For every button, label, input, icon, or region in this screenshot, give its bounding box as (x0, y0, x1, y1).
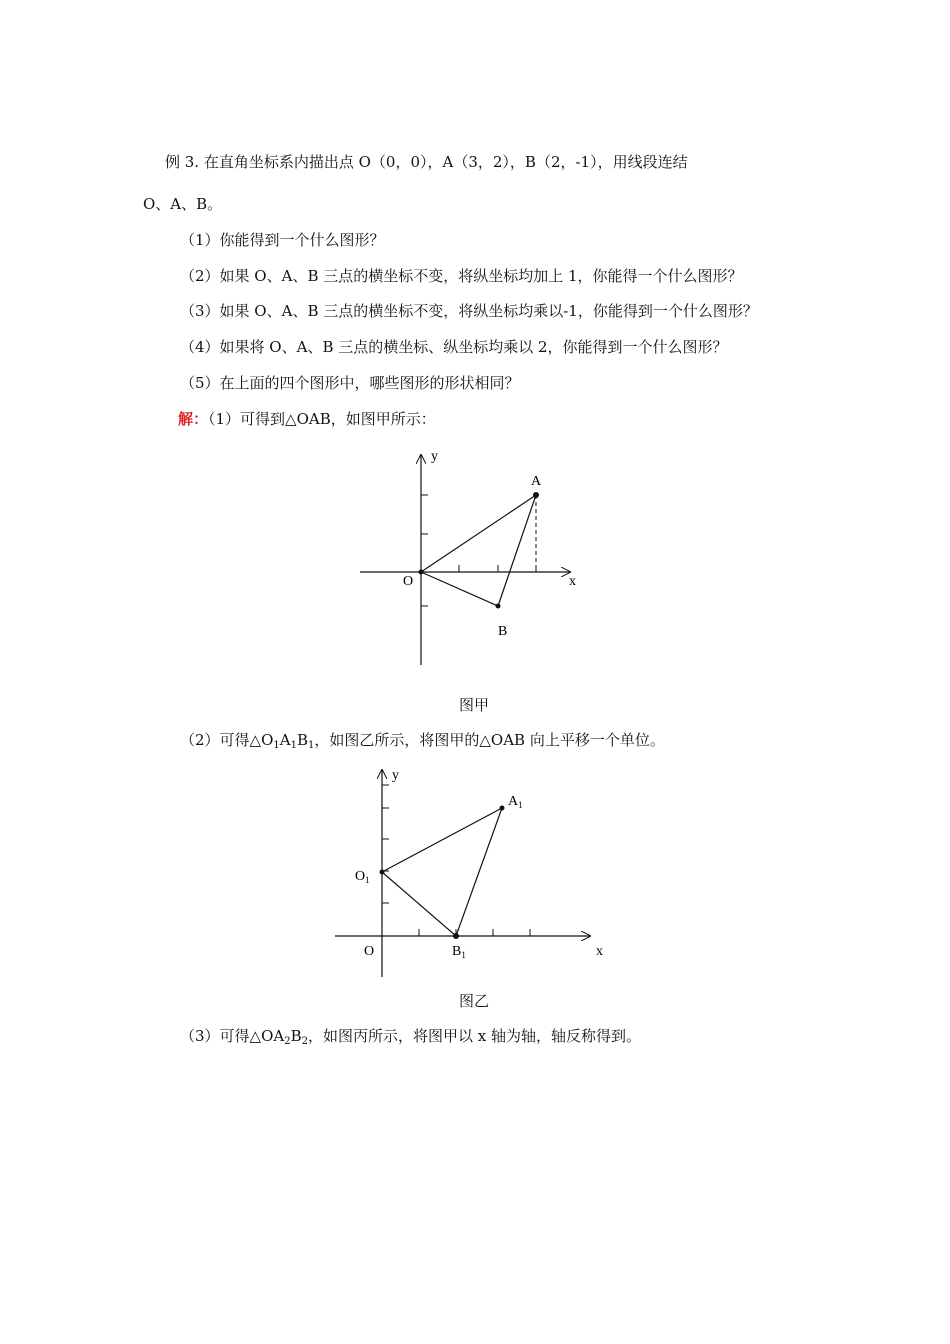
point-a1 (500, 806, 505, 811)
label-b: B (498, 624, 508, 639)
part3-b: B (290, 1027, 302, 1045)
part2-prefix: （2）可得△O (180, 731, 274, 749)
label-a1: $A_1$ (508, 794, 523, 810)
point-a (533, 492, 539, 498)
example-title-line2: O、A、B。 (143, 195, 223, 213)
question-3: （3）如果 O、A、B 三点的横坐标不变，将纵坐标均乘以-1，你能得到一个什么图形？ (180, 302, 758, 320)
point-b1 (453, 933, 459, 939)
solution-part1: （1）可得到△OAB，如图甲所示： (208, 410, 436, 428)
part3-prefix: （3）可得△OA (180, 1027, 285, 1045)
label-o: O (403, 574, 414, 589)
part2-b: B (296, 731, 309, 749)
point-o (419, 570, 424, 575)
figure-jia (355, 445, 595, 670)
example-title-line1: 例 3. 在直角坐标系内描出点 O（0，0），A（3，2），B（2，-1），用线段连结 (165, 153, 688, 171)
sub-b1: 1 (308, 740, 315, 751)
solution-line1 (178, 409, 436, 429)
figure-yi (330, 765, 620, 980)
part2-suffix: ，如图乙所示，将图甲的△OAB 向上平移一个单位。 (314, 731, 665, 749)
point-b (496, 604, 501, 609)
question-2: （2）如果 O、A、B 三点的横坐标不变，将纵坐标均加上 1，你能得一个什么图形？ (180, 267, 743, 285)
solution-line2 (180, 730, 665, 756)
solution-line3 (180, 1026, 641, 1052)
label-a: A (531, 474, 542, 489)
label-x: x (596, 944, 603, 959)
part3-suffix: ，如图丙所示，将图甲以 x 轴为轴，轴反称得到。 (308, 1027, 641, 1045)
label-y: y (431, 449, 438, 464)
sub-o1: 1 (273, 740, 280, 751)
figure-jia-caption: 图甲 (459, 696, 490, 714)
question-5: （5）在上面的四个图形中，哪些图形的形状相同？ (180, 374, 520, 392)
question-4: （4）如果将 O、A、B 三点的横坐标、纵坐标均乘以 2，你能得到一个什么图形？ (180, 338, 728, 356)
triangle-o1a1b1 (382, 808, 502, 936)
solution-label: 解： (178, 410, 209, 428)
label-o1: $O_1$ (355, 869, 370, 885)
figure-yi-caption: 图乙 (459, 992, 490, 1010)
question-1: （1）你能得到一个什么图形？ (180, 231, 385, 249)
triangle-oab (421, 495, 536, 606)
label-x: x (569, 574, 576, 589)
label-o: O (364, 944, 375, 959)
part2-a: A (279, 731, 291, 749)
point-o1 (380, 870, 385, 875)
label-b1: $B_1$ (452, 944, 466, 960)
sub-a2: 2 (284, 1036, 291, 1047)
sub-b2: 2 (301, 1036, 308, 1047)
sub-a1: 1 (290, 740, 297, 751)
label-y: y (392, 768, 399, 783)
